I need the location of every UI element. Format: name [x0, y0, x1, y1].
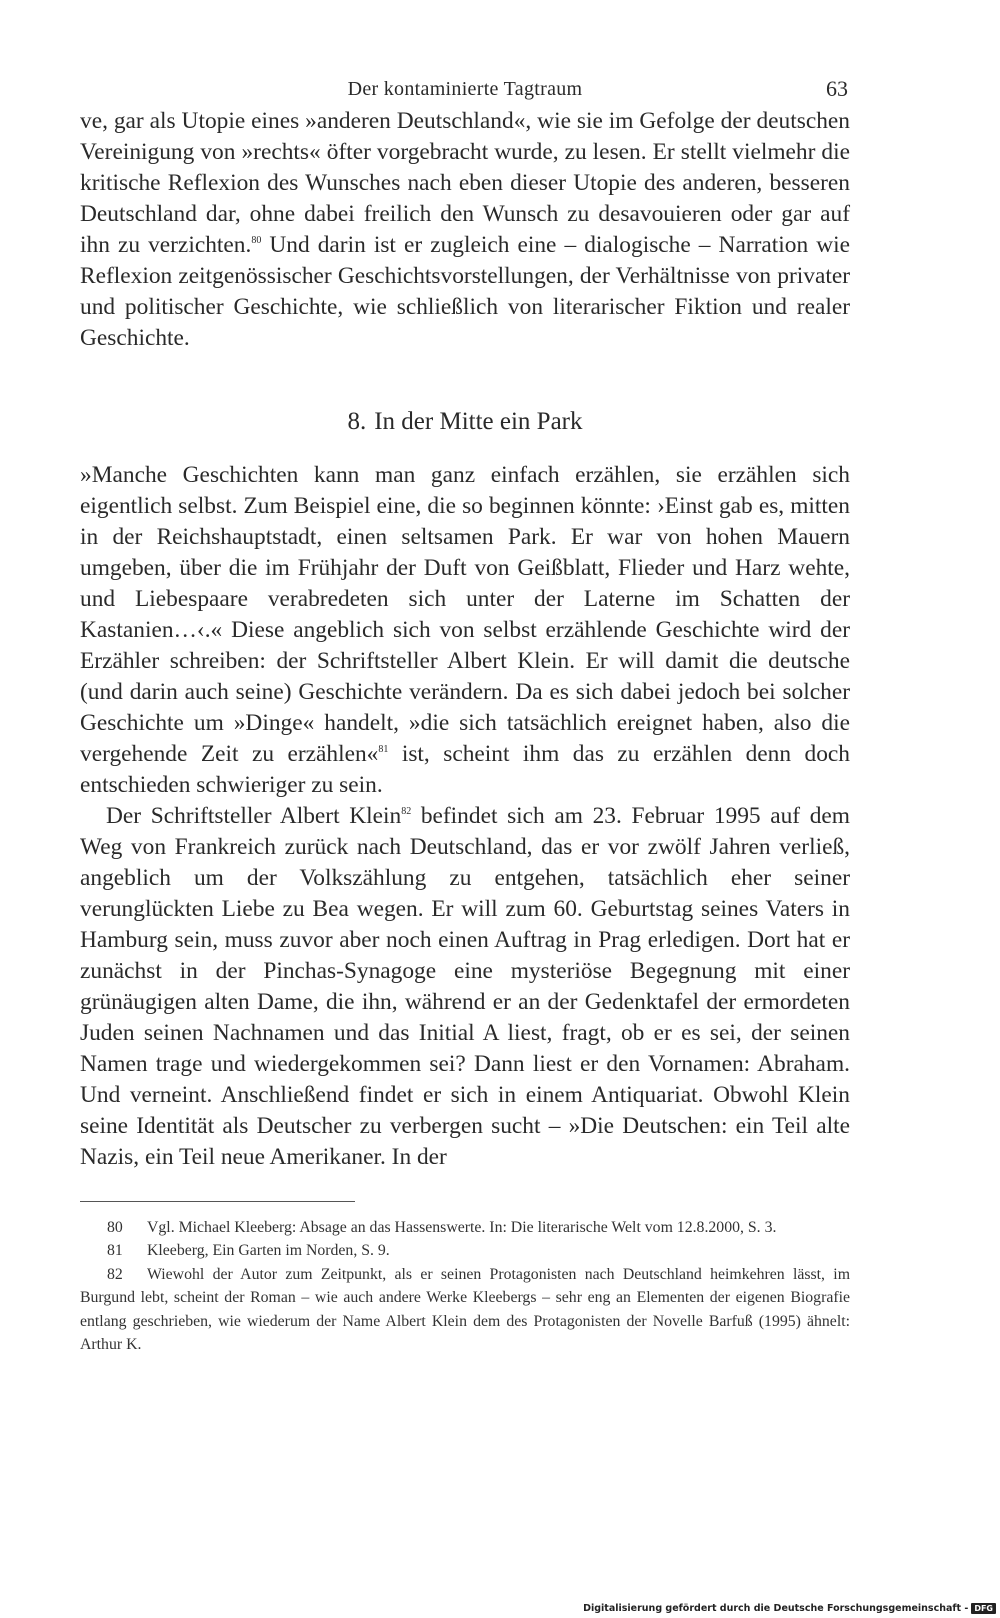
section-heading [80, 407, 850, 437]
footnote-separator [80, 1201, 355, 1202]
credit-text: Digitalisierung gefördert durch die Deutsche Forschungsgemeinschaft - [583, 1603, 969, 1614]
page-number: 63 [826, 76, 848, 101]
book-page [80, 70, 850, 1356]
footnote-ref-82[interactable]: 82 [401, 806, 412, 817]
paragraph-text: befindet sich am 23. Februar 1995 auf dem Weg von Frankreich zurück nach Deutschland, das er vor zwölf Jahren verließ, angeblich um der Volkszählung zu entgehen, tatsächlich eher seiner verunglückten Liebe zu Bea wegen. Er will zum 60. Geburtstag seines Vaters in Hamburg sein, muss zuvor aber noch einen Auftrag in Prag erledigen. Dort hat er zunächst in der Pinchas-Synagoge eine mysteriöse Begegnung mit einer grünäugigen alten Dame, die ihn, während er an der Gedenktafel der ermordeten Juden seinen Nachnamen und das Initial A liest, fragt, ob er es sei, der seinen Namen trage und wiedergekommen sei? Dann liest er den Vornamen: Abraham. Und verneint. Anschließend findet er sich in einem Antiquariat. Obwohl Klein seine Identität als Deutscher zu verbergen sucht – »Die Deutschen: ein Teil alte Nazis, ein Teil neue Amerikaner. In der [80, 803, 850, 1170]
footnote-text: Kleeberg, Ein Garten im Norden, S. 9. [147, 1242, 390, 1260]
dfg-logo-icon: DFG [971, 1603, 996, 1614]
section-number: 8. [347, 408, 367, 435]
footnote-82 [80, 1263, 850, 1357]
running-title: Der kontaminierte Tagtraum [347, 78, 583, 100]
footnote-80 [80, 1216, 850, 1239]
footnote-ref-80[interactable]: 80 [251, 235, 262, 246]
paragraph-quote-opening [80, 460, 850, 801]
footnotes [80, 1216, 850, 1356]
section-title: In der Mitte ein Park [374, 408, 583, 435]
footnote-81 [80, 1239, 850, 1262]
footnote-ref-81[interactable]: 81 [378, 744, 389, 755]
paragraph-text: ist, scheint ihm das zu erzählen denn doch entschieden schwieriger zu sein. [80, 741, 850, 798]
paragraph-text: ve, gar als Utopie eines »anderen Deutschland«, wie sie im Gefolge der deutschen Vereinigung von »rechts« öfter vorgebracht wurde, zu lesen. Er stellt vielmehr die kritische Reflexion des Wunsches nach eben dieser Utopie des anderen, besseren Deutschland dar, ohne dabei freilich den Wunsch zu desavouieren oder gar auf ihn zu verzichten. [80, 108, 850, 258]
body-text [80, 106, 850, 1173]
paragraph-plot-summary [80, 801, 850, 1173]
footnote-number: 80 [107, 1219, 123, 1236]
digitization-credit [583, 1603, 996, 1614]
footnote-text: Wiewohl der Autor zum Zeitpunkt, als er seinen Protagonisten nach Deutschland heimkehren lässt, im Burgund lebt, scheint der Roman – wie auch andere Werke Kleebergs – sehr eng an Elementen der eigenen Biografie entlang geschrieben, wie wiederum der Name Albert Klein dem des Protagonisten der Novelle Barfuß (1995) ähnelt: Arthur K. [80, 1265, 850, 1354]
paragraph-text: »Manche Geschichten kann man ganz einfach erzählen, sie erzählen sich eigentlich selbst. Zum Beispiel eine, die so beginnen könnte: ›Einst gab es, mitten in der Reichshauptstadt, einen seltsamen Park. Er war von hohen Mauern umgeben, über die im Frühjahr der Duft von Geißblatt, Flieder und Harz wehte, und Liebespaare verabredeten sich unter der Laterne im Schatten der Kastanien…‹.« Diese angeblich sich von selbst erzählende Geschichte wird der Erzähler schreiben: der Schriftsteller Albert Klein. Er will damit die deutsche (und darin auch seine) Geschichte verändern. Da es sich dabei jedoch bei solcher Geschichte um »Dinge« handelt, »die sich tatsächlich ereignet haben, also die vergehende Zeit zu erzählen« [80, 462, 850, 767]
footnote-text: Vgl. Michael Kleeberg: Absage an das Hassenswerte. In: Die literarische Welt vom 12.8.2000, S. 3. [147, 1219, 777, 1236]
paragraph-continued [80, 106, 850, 354]
page-header [80, 70, 850, 106]
paragraph-text: Der Schriftsteller Albert Klein [106, 803, 402, 829]
footnote-number: 82 [107, 1265, 123, 1283]
footnote-number: 81 [107, 1242, 123, 1260]
paragraph-text: Und darin ist er zugleich eine – dialogische – Narration wie Reflexion zeitgenössischer Geschichtsvorstellungen, der Verhältnisse von privater und politischer Geschichte, wie schließlich von literarischer Fiktion und realer Geschichte. [80, 232, 850, 351]
